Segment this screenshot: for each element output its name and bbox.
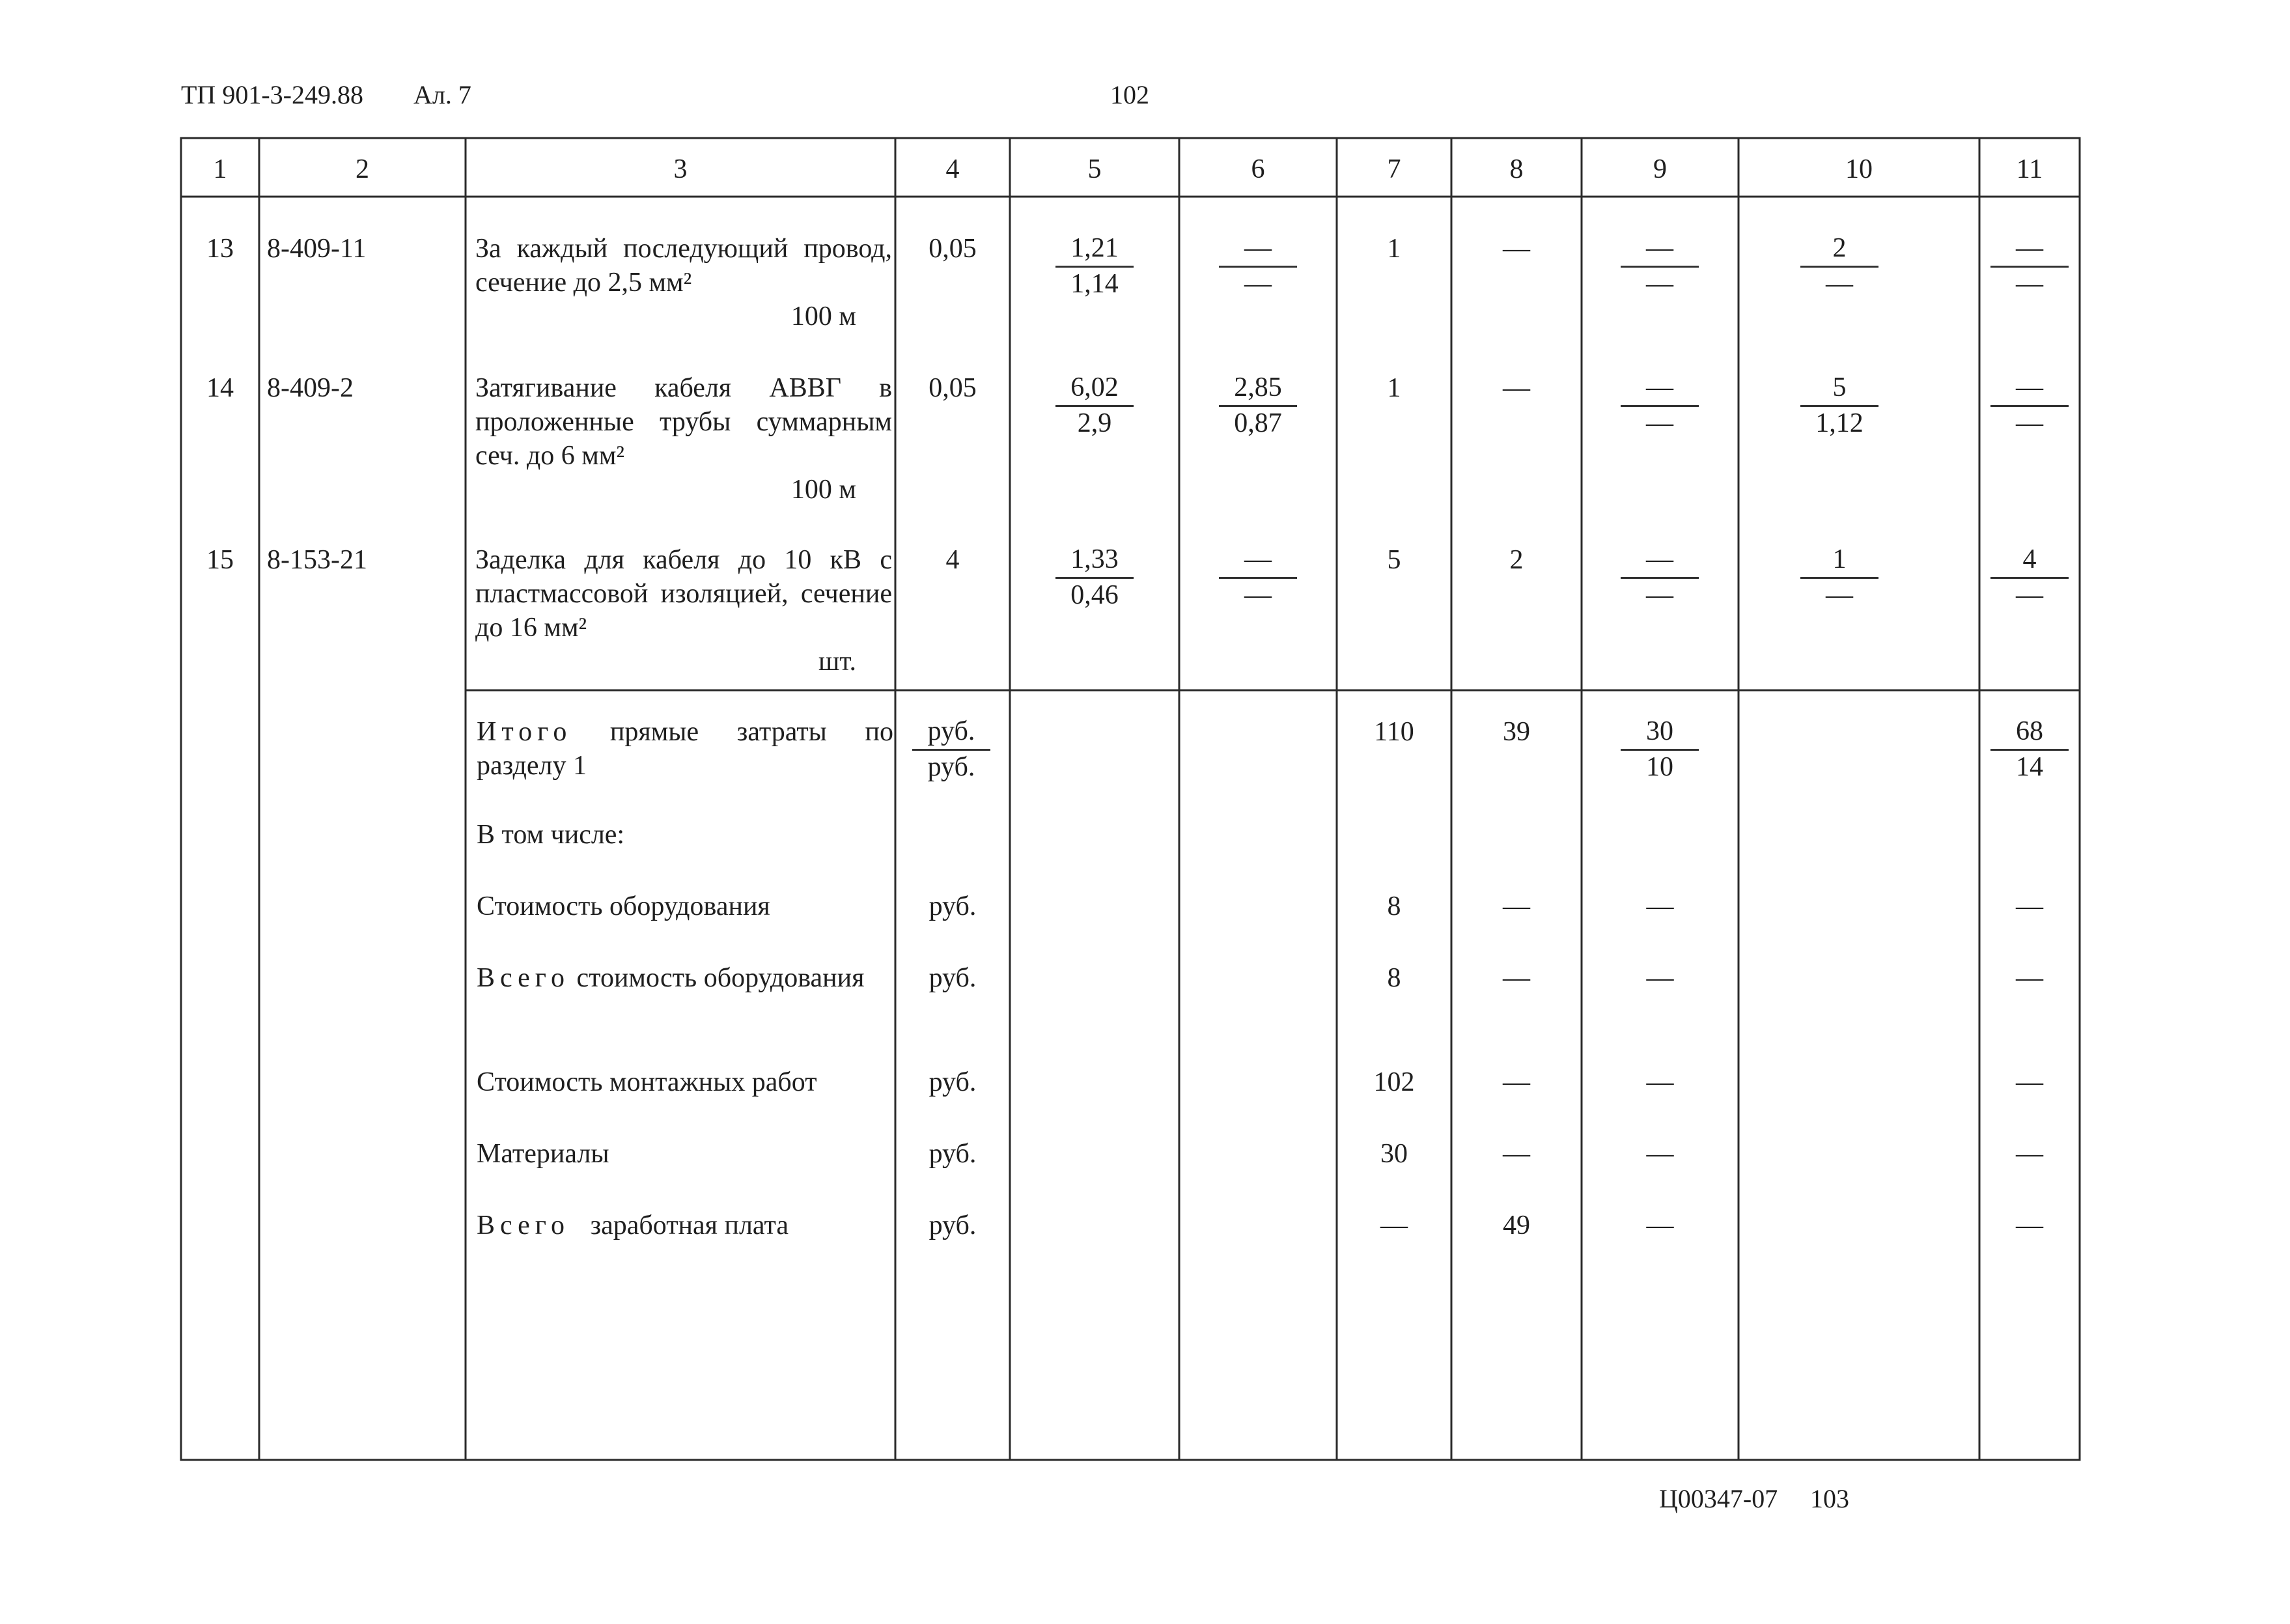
- including-label: В том числе:: [477, 820, 625, 850]
- column-header-10: 10: [1845, 154, 1873, 184]
- fraction-denominator: —: [1826, 580, 1853, 610]
- label-rest: прямые затраты по разделу 1: [477, 717, 893, 781]
- col11-fraction: [1990, 371, 2069, 440]
- fraction-numerator: —: [1990, 232, 2069, 268]
- col8-value: —: [1503, 1139, 1530, 1169]
- summary-line-label: [477, 961, 893, 995]
- fraction-denominator: руб.: [927, 752, 975, 782]
- col9-fraction: [1621, 715, 1699, 783]
- quantity: 0,05: [929, 373, 977, 403]
- fraction-numerator: 6,02: [1055, 371, 1134, 407]
- col10-fraction: [1800, 232, 1878, 300]
- col7-value: —: [1380, 1211, 1408, 1240]
- footer-page-number: 103: [1810, 1484, 1849, 1513]
- col8-value: 49: [1503, 1211, 1530, 1240]
- column-header-2: 2: [356, 154, 369, 184]
- col11-fraction: [1990, 543, 2069, 611]
- footer-code: Ц00347-07: [1659, 1484, 1778, 1513]
- column-header-8: 8: [1509, 154, 1524, 184]
- col7-value: 1: [1387, 234, 1401, 264]
- col6-fraction: [1219, 371, 1297, 440]
- fraction-denominator: —: [1646, 269, 1673, 299]
- fraction-denominator: 1,14: [1070, 269, 1119, 299]
- col9-value: —: [1646, 1067, 1674, 1097]
- fraction-denominator: —: [1646, 580, 1673, 610]
- col9-fraction: [1621, 232, 1699, 300]
- fraction-numerator: —: [1621, 543, 1699, 579]
- col10-fraction: [1800, 371, 1878, 440]
- fraction-numerator: 2,85: [1219, 371, 1297, 407]
- rate-code: 8-409-2: [267, 373, 354, 403]
- summary-line-label: [477, 1209, 789, 1242]
- col8-value: 39: [1503, 717, 1530, 747]
- fraction-numerator: —: [1990, 371, 2069, 407]
- column-header-7: 7: [1387, 154, 1401, 184]
- column-header-5: 5: [1087, 154, 1102, 184]
- fraction-denominator: —: [1826, 269, 1853, 299]
- col6-fraction: [1219, 543, 1297, 611]
- summary-line-unit: руб.: [929, 1211, 977, 1240]
- col9-value: —: [1646, 963, 1674, 993]
- col11-value: —: [2016, 891, 2043, 921]
- fraction-numerator: 30: [1621, 715, 1699, 751]
- col8-value: —: [1503, 891, 1530, 921]
- column-header-11: 11: [2016, 154, 2043, 184]
- column-header-6: 6: [1251, 154, 1265, 184]
- measure-unit: 100 м: [790, 301, 856, 331]
- unit-cost-fraction: [1055, 232, 1134, 300]
- fraction-numerator: 68: [1990, 715, 2069, 751]
- col9-fraction: [1621, 543, 1699, 611]
- sheet-label: Ал. 7: [413, 80, 471, 109]
- measure-unit: шт.: [818, 647, 856, 677]
- row-number: 14: [206, 373, 234, 403]
- col7-value: 5: [1387, 545, 1401, 575]
- fraction-numerator: —: [1219, 543, 1297, 579]
- col10-fraction: [1800, 543, 1878, 611]
- col8-value: —: [1503, 963, 1530, 993]
- fraction-numerator: —: [1219, 232, 1297, 268]
- fraction-denominator: —: [2016, 269, 2043, 299]
- work-description: Заделка для кабеля до 10 кВ с пластмассовой изоляцией, сечение до 16 мм²: [475, 545, 892, 643]
- measure-unit: 100 м: [790, 475, 856, 505]
- fraction-denominator: —: [2016, 408, 2043, 438]
- col11-fraction: [1990, 715, 2069, 783]
- col8-value: —: [1503, 234, 1530, 264]
- col7-value: 8: [1387, 891, 1401, 921]
- row-number: 13: [206, 234, 234, 264]
- summary-line-label: Материалы: [477, 1139, 609, 1169]
- summary-line-label: Стоимость оборудования: [477, 891, 770, 921]
- summary-total-unit: [912, 715, 990, 783]
- unit-cost-fraction: [1055, 371, 1134, 440]
- fraction-numerator: 2: [1800, 232, 1878, 268]
- summary-line-unit: руб.: [929, 1067, 977, 1097]
- label-spaced: Итого: [477, 717, 572, 747]
- fraction-denominator: 0,46: [1070, 580, 1119, 610]
- fraction-numerator: 4: [1990, 543, 2069, 579]
- fraction-numerator: —: [1621, 371, 1699, 407]
- col9-fraction: [1621, 371, 1699, 440]
- quantity: 4: [945, 545, 960, 575]
- col8-value: —: [1503, 1067, 1530, 1097]
- summary-total-label: [477, 715, 893, 783]
- col8-value: —: [1503, 373, 1530, 403]
- unit-cost-fraction: [1055, 543, 1134, 611]
- fraction-denominator: —: [2016, 580, 2043, 610]
- col9-value: —: [1646, 891, 1674, 921]
- col6-fraction: [1219, 232, 1297, 300]
- col11-value: —: [2016, 963, 2043, 993]
- fraction-numerator: 1,21: [1055, 232, 1134, 268]
- col7-value: 102: [1373, 1067, 1415, 1097]
- col7-value: 1: [1387, 373, 1401, 403]
- col9-value: —: [1646, 1139, 1674, 1169]
- column-header-3: 3: [673, 154, 688, 184]
- summary-line-unit: руб.: [929, 963, 977, 993]
- col11-fraction: [1990, 232, 2069, 300]
- column-header-9: 9: [1653, 154, 1667, 184]
- col11-value: —: [2016, 1067, 2043, 1097]
- fraction-denominator: —: [1244, 580, 1272, 610]
- rate-code: 8-153-21: [267, 545, 367, 575]
- summary-line-unit: руб.: [929, 891, 977, 921]
- fraction-numerator: 1,33: [1055, 543, 1134, 579]
- column-header-1: 1: [213, 154, 227, 184]
- fraction-numerator: —: [1621, 232, 1699, 268]
- label-spaced: Всего: [477, 1211, 570, 1240]
- work-description: За каждый последующий провод, сечение до 2,5 мм²: [475, 234, 892, 298]
- summary-line-unit: руб.: [929, 1139, 977, 1169]
- fraction-denominator: —: [1244, 269, 1272, 299]
- column-header-4: 4: [945, 154, 960, 184]
- fraction-numerator: 5: [1800, 371, 1878, 407]
- col7-value: 110: [1374, 717, 1414, 747]
- fraction-numerator: руб.: [912, 715, 990, 751]
- label-spaced: Всего: [477, 963, 570, 993]
- fraction-denominator: 14: [2016, 752, 2043, 782]
- fraction-denominator: 2,9: [1077, 408, 1112, 438]
- col11-value: —: [2016, 1139, 2043, 1169]
- rate-code: 8-409-11: [267, 234, 367, 264]
- label-rest: стоимость оборудования: [576, 963, 865, 993]
- row-number: 15: [206, 545, 234, 575]
- col9-value: —: [1646, 1211, 1674, 1240]
- summary-line-label: Стоимость монтажных работ: [477, 1067, 817, 1097]
- work-description: Затягивание кабеля АВВГ в проложенные трубы суммарным сеч. до 6 мм²: [475, 373, 892, 471]
- page-number: 102: [1110, 80, 1149, 109]
- fraction-denominator: 0,87: [1234, 408, 1282, 438]
- quantity: 0,05: [929, 234, 977, 264]
- fraction-numerator: 1: [1800, 543, 1878, 579]
- col11-value: —: [2016, 1211, 2043, 1240]
- col7-value: 8: [1387, 963, 1401, 993]
- label-rest: заработная плата: [590, 1211, 789, 1240]
- document-code: ТП 901-3-249.88: [181, 80, 363, 109]
- col8-value: 2: [1509, 545, 1524, 575]
- fraction-denominator: 1,12: [1815, 408, 1864, 438]
- fraction-denominator: —: [1646, 408, 1673, 438]
- col7-value: 30: [1380, 1139, 1408, 1169]
- fraction-denominator: 10: [1646, 752, 1673, 782]
